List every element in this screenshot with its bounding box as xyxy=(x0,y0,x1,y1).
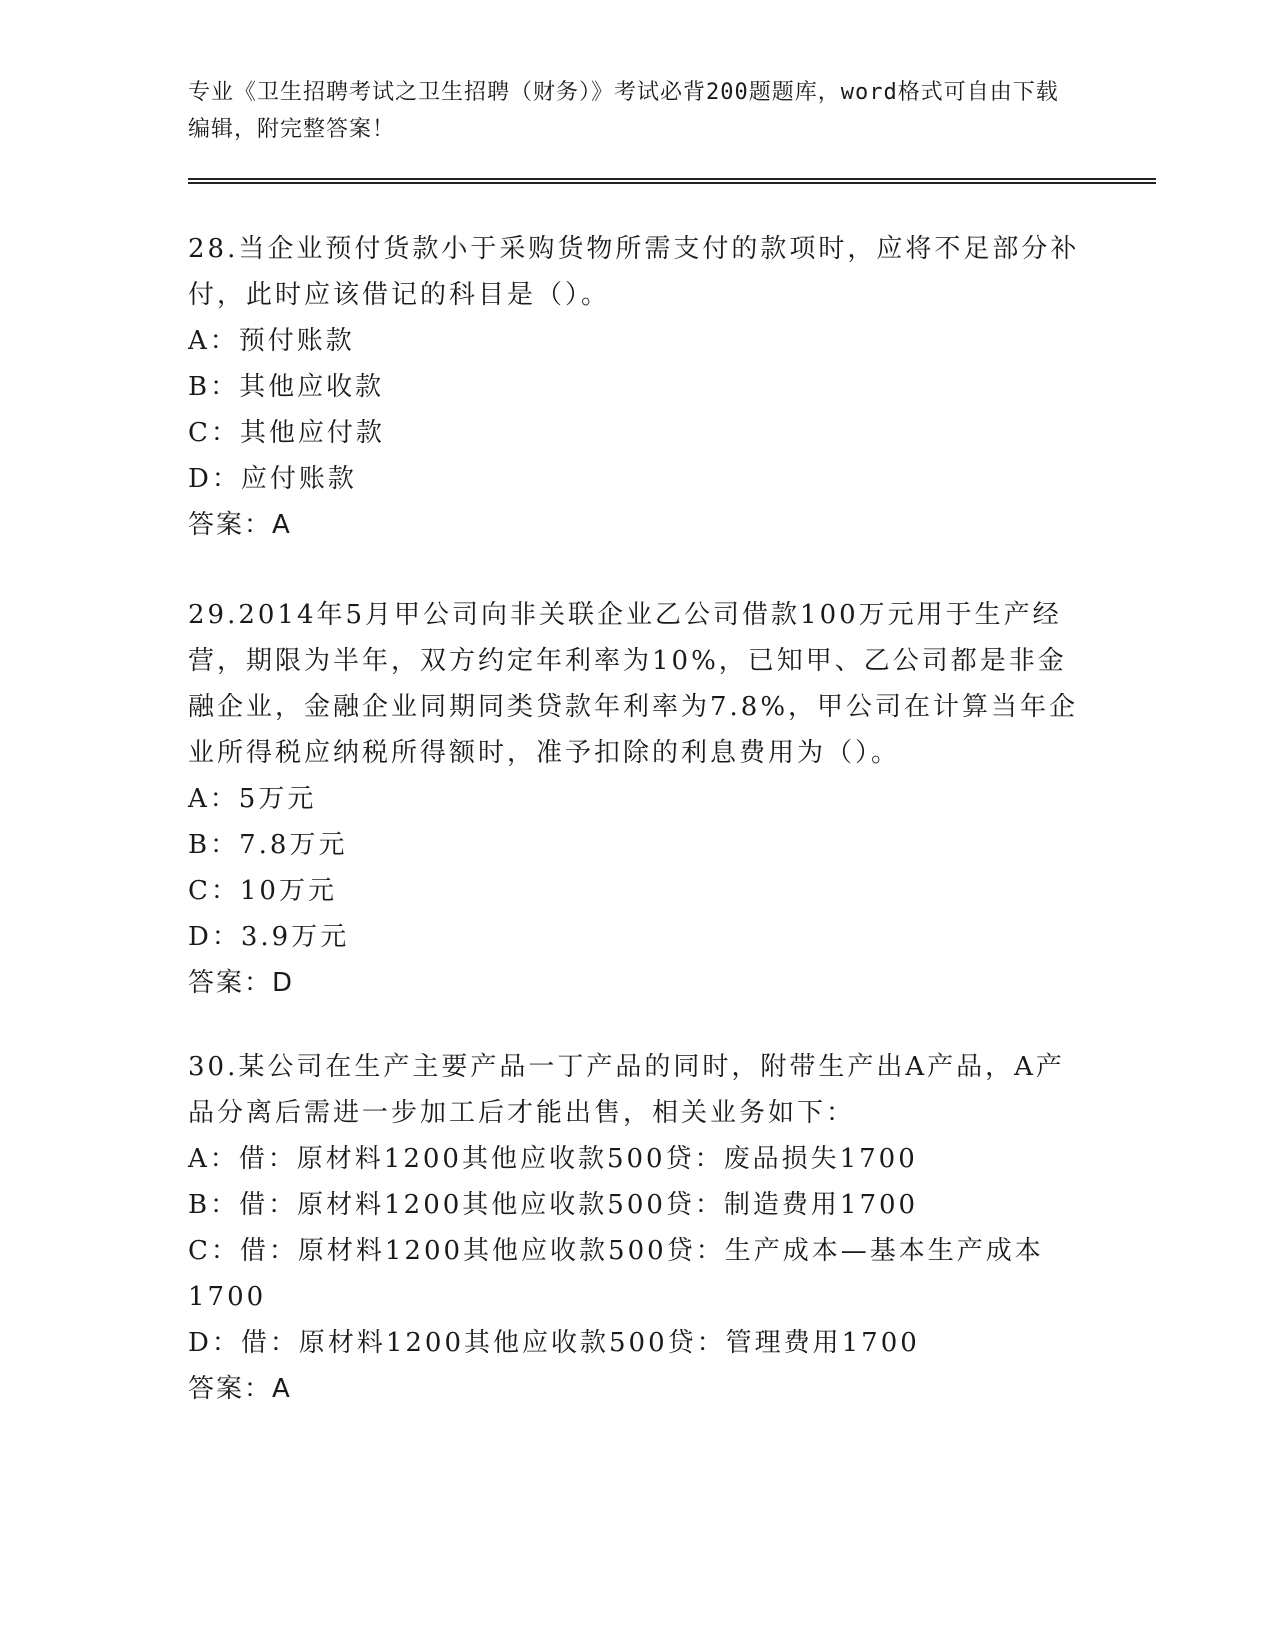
header-divider xyxy=(188,178,1156,184)
option-c: C：其他应付款 xyxy=(188,418,385,448)
document-header: 专业《卫生招聘考试之卫生招聘（财务）》考试必背200题题库，word格式可自由下载编辑，附完整答案！ xyxy=(188,80,1059,142)
option-b: B：7.8万元 xyxy=(188,830,348,860)
option-d: D：3.9万元 xyxy=(188,922,350,952)
question-28 xyxy=(188,226,1088,548)
option-c: C：10万元 xyxy=(188,876,337,906)
option-b: B：其他应收款 xyxy=(188,372,385,402)
answer-line: 答案：D xyxy=(188,968,295,998)
option-a: A：5万元 xyxy=(188,784,317,814)
option-c: C：借：原材料1200其他应收款500贷：生产成本—基本生产成本1700 xyxy=(188,1236,1044,1312)
question-stem: 30.某公司在生产主要产品一丁产品的同时，附带生产出A产品，A产品分离后需进一步加工后才能出售，相关业务如下： xyxy=(188,1052,1065,1128)
question-29 xyxy=(188,592,1088,1006)
option-d: D：应付账款 xyxy=(188,464,357,494)
question-stem: 29.2014年5月甲公司向非关联企业乙公司借款100万元用于生产经营，期限为半年，双方约定年利率为10%，已知甲、乙公司都是非金融企业，金融企业同期同类贷款年利率为7.8%，甲公司在计算当年企业所得税应纳税所得额时，准予扣除的利息费用为（）。 xyxy=(188,600,1079,768)
question-stem: 28.当企业预付货款小于采购货物所需支付的款项时，应将不足部分补付，此时应该借记的科目是（）。 xyxy=(188,234,1080,310)
option-d: D：借：原材料1200其他应收款500贷：管理费用1700 xyxy=(188,1328,920,1358)
answer-line: 答案：A xyxy=(188,510,292,540)
option-a: A：预付账款 xyxy=(188,326,355,356)
divider-line-top xyxy=(188,178,1156,180)
question-30 xyxy=(188,1044,1088,1412)
answer-line: 答案：A xyxy=(188,1374,292,1404)
option-a: A：借：原材料1200其他应收款500贷：废品损失1700 xyxy=(188,1144,918,1174)
option-b: B：借：原材料1200其他应收款500贷：制造费用1700 xyxy=(188,1190,919,1220)
divider-line-bottom xyxy=(188,182,1156,184)
